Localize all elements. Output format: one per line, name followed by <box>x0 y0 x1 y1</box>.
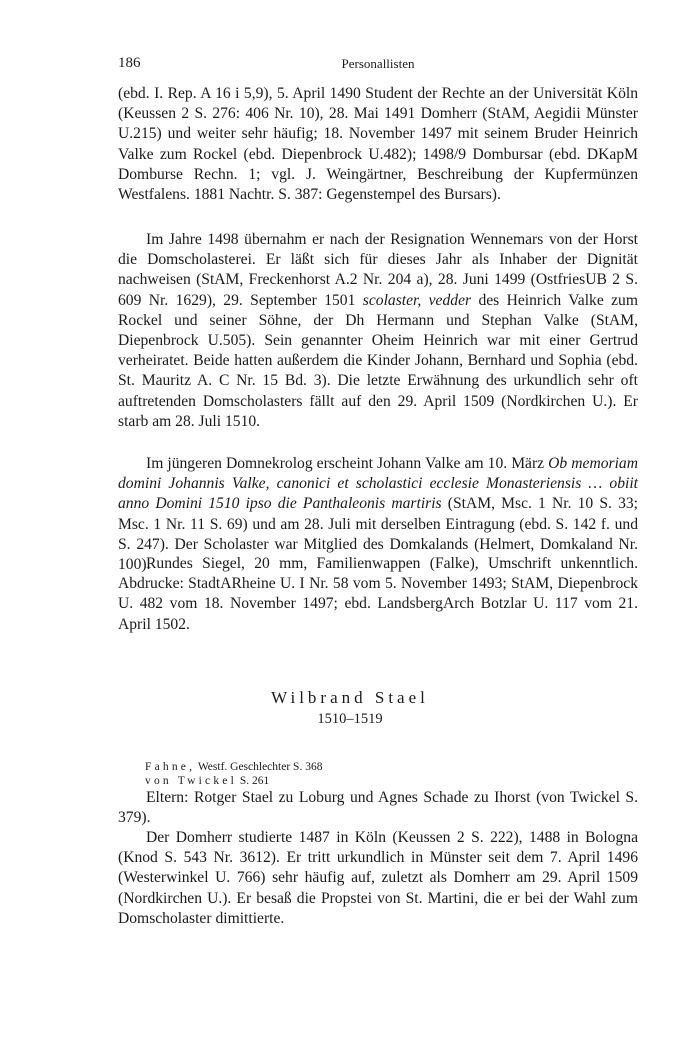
entry1-paragraph-2-text-a: Im Jahre 1498 übernahm er nach der Resignation Wennemars von der Horst die Domscholasterei. Er läßt sich für dieses Jahr als Inhaber der Dignität nachweisen (StAM, Freckenhorst A.2 Nr. 204 a), 28. Juni 1499 (OstfriesUB 2 S. 609 Nr. 1629), 29. September 1501 <box>118 231 638 309</box>
entry1-paragraph-3-quote: Ob memoriam domini Johannis Valke, canonici et scholastici ecclesie Monasteriensis … obiit anno Domini 1510 ipso die Panthaleonis martiris <box>118 455 638 513</box>
page-number: 186 <box>118 55 141 71</box>
source-2-text: S. 261 <box>239 775 270 787</box>
entry1-paragraph-3-text-a: Im jüngeren Domnekrolog erscheint Johann Valke am 10. März <box>146 455 545 472</box>
entry1-paragraph-3-text-b: (StAM, Msc. 1 Nr. 10 S. 33; Msc. 1 Nr. 11 S. 69) und am 28. Juli mit derselben Eintragung (ebd. S. 142 f. und S. 247). Der Scholaster war Mitglied des Domkalands (Helmert, Domkaland Nr. 100). <box>118 495 638 574</box>
entry1-paragraph-2-quote: scolaster, vedder <box>362 291 472 309</box>
entry1-paragraph-4: Rundes Siegel, 20 mm, Familienwappen (Falke), Umschrift unkenntlich. Abdrucke: StadtARheine U. I Nr. 58 vom 5. November 1493; StAM, Diepenbrock U. 482 vom 18. November 1497; ebd. LandsbergArch Botzlar U. 117 vom 21. April 1502. <box>118 555 638 633</box>
source-1-author: Fahne, <box>145 761 196 773</box>
section-dates: 1510–1519 <box>317 711 383 727</box>
source-1-text: Westf. Geschlechter S. 368 <box>197 761 323 773</box>
entry1-paragraph-1: (ebd. I. Rep. A 16 i 5,9), 5. April 1490 Student der Rechte an der Universität Köln (Keussen 2 S. 276: 406 Nr. 10), 28. Mai 1491 Domherr (StAM, Aegidii Münster U.215) und weiter sehr häufig; 18. November 1497 mit seinem Bruder Heinrich Valke zum Rockel (ebd. Diepenbrock U.482); 1498/9 Dombursar (ebd. DKapM Domburse Rechn. 1; vgl. J. Weingärtner, Beschreibung der Kupfermünzen Westfalens. 1881 Nachtr. S. 387: Gegenstempel des Bursars). <box>118 85 638 204</box>
source-2-author: von Twickel <box>145 775 237 787</box>
entry2-paragraph-1: Eltern: Rotger Stael zu Loburg und Agnes Schade zu Ihorst (von Twickel S. 379). <box>118 789 638 827</box>
section-title: Wilbrand Stael <box>271 688 429 707</box>
entry2-paragraph-2: Der Domherr studierte 1487 in Köln (Keussen 2 S. 222), 1488 in Bologna (Knod S. 543 Nr. 3612). Er tritt urkundlich in Münster seit dem 7. April 1496 (Westerwinkel U. 766) sehr häufig auf, zuletzt als Domherr am 29. April 1509 (Nordkirchen U.). Er besaß die Propstei von St. Martini, die er bei der Wahl zum Domscholaster dimittierte. <box>118 829 638 927</box>
source-line-1 <box>145 760 322 774</box>
entry1-paragraph-2 <box>118 230 638 432</box>
entry1-paragraph-2-text-b: des Heinrich Valke zum Rockel und seiner Söhne, der Dh Hermann und Stephan Valke (StAM, Diepenbrock U.505). Sein genannter Oheim Heinrich war mit einer Gertrud verheiratet. Beide hatten außerdem die Kinder Johann, Bernhard und Sophia (ebd. St. Mauritz A. C Nr. 15 Bd. 3). Die letzte Erwähnung des urkundlich sehr oft auftretenden Domscholasters fällt auf den 29. April 1509 (Nordkirchen U.). Er starb am 28. Juli 1510. <box>118 291 638 430</box>
running-head: Personallisten <box>341 56 415 71</box>
page-header <box>118 55 638 77</box>
source-line-2 <box>145 774 269 788</box>
